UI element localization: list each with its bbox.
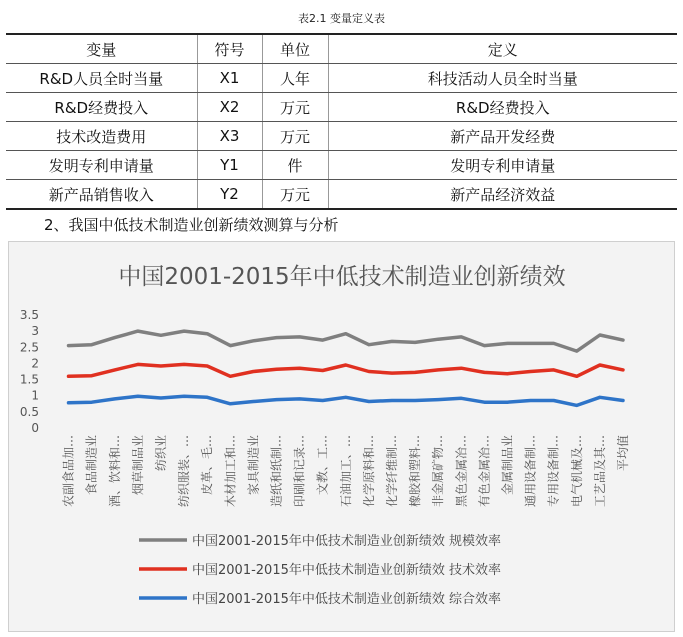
x-tick-label: 印刷和记录… (292, 435, 307, 508)
x-tick-label: 平均值 (615, 435, 630, 472)
x-tick-label: 家具制造业 (246, 435, 261, 496)
header-symbol: 符号 (197, 34, 262, 64)
table-row (6, 122, 677, 151)
header-variable: 变量 (6, 34, 197, 64)
cell-definition: 发明专利申请量 (328, 151, 677, 180)
cell-symbol: X1 (197, 64, 262, 93)
table-row (6, 93, 677, 122)
cell-variable: 新产品销售收入 (6, 180, 197, 210)
y-tick-label: 1 (31, 388, 39, 403)
x-tick-label: 金属制品业 (500, 435, 515, 496)
x-tick-label: 黑色金属冶… (454, 435, 469, 508)
cell-symbol: Y2 (197, 180, 262, 210)
legend-entry: 中国2001-2015年中低技术制造业创新绩效 综合效率 (192, 592, 501, 607)
line-chart (9, 242, 676, 633)
x-tick-label: 通用设备制… (523, 435, 538, 508)
chart-title: 中国2001-2015年中低技术制造业创新绩效 (118, 264, 566, 290)
table-row (6, 151, 677, 180)
x-tick-label: 非金属矿物… (431, 435, 446, 508)
legend-entry: 中国2001-2015年中低技术制造业创新绩效 规模效率 (192, 534, 501, 549)
y-tick-label: 2 (31, 356, 39, 371)
x-tick-label: 纺织业 (153, 435, 168, 472)
y-tick-label: 3 (31, 324, 39, 339)
table-row (6, 180, 677, 210)
cell-variable: R&D人员全时当量 (6, 64, 197, 93)
x-tick-label: 皮革、毛… (200, 435, 215, 496)
x-tick-label: 石油加工、… (338, 435, 353, 508)
cell-unit: 万元 (262, 180, 328, 210)
x-tick-label: 纺织服装、… (177, 435, 192, 508)
header-unit: 单位 (262, 34, 328, 64)
series-line-1 (69, 331, 624, 351)
x-tick-label: 化学纤维制… (384, 435, 399, 508)
table-header-row (6, 34, 677, 64)
cell-symbol: Y1 (197, 151, 262, 180)
x-tick-label: 电气机械及… (569, 435, 584, 508)
x-tick-label: 造纸和纸制… (269, 435, 284, 508)
y-tick-label: 0 (31, 421, 39, 435)
series-line-3 (69, 396, 624, 405)
x-tick-label: 有色金属冶… (477, 434, 492, 508)
chart-frame (8, 241, 675, 632)
x-tick-label: 木材加工和… (223, 435, 238, 508)
cell-definition: 新产品开发经费 (328, 122, 677, 151)
x-tick-label: 农副食品加… (61, 435, 76, 508)
cell-unit: 万元 (262, 93, 328, 122)
cell-variable: 技术改造费用 (6, 122, 197, 151)
cell-variable: 发明专利申请量 (6, 151, 197, 180)
header-definition: 定义 (328, 34, 677, 64)
series-line-2 (69, 364, 624, 376)
legend-entry: 中国2001-2015年中低技术制造业创新绩效 技术效率 (192, 563, 501, 578)
cell-definition: R&D经费投入 (328, 93, 677, 122)
cell-symbol: X3 (197, 122, 262, 151)
y-tick-label: 1.5 (19, 372, 39, 387)
x-tick-label: 橡胶和塑料… (408, 435, 423, 508)
y-tick-label: 3.5 (19, 307, 39, 322)
cell-unit: 万元 (262, 122, 328, 151)
x-tick-label: 专用设备制… (546, 435, 561, 508)
x-tick-label: 烟草制品业 (130, 435, 145, 496)
x-tick-label: 食品制造业 (84, 435, 99, 496)
section-heading: 2、我国中低技术制造业创新绩效测算与分析 (44, 216, 339, 234)
x-tick-label: 工艺品及其… (592, 435, 607, 508)
y-tick-label: 0.5 (19, 404, 39, 419)
y-tick-label: 2.5 (19, 340, 39, 355)
table-row (6, 64, 677, 93)
cell-unit: 件 (262, 151, 328, 180)
x-tick-label: 化学原料和… (361, 435, 376, 508)
table-caption: 表2.1 变量定义表 (298, 12, 385, 25)
cell-definition: 新产品经济效益 (328, 180, 677, 210)
cell-variable: R&D经费投入 (6, 93, 197, 122)
variable-definition-table (6, 33, 677, 210)
x-tick-label: 酒、饮料和… (107, 435, 122, 508)
cell-unit: 人年 (262, 64, 328, 93)
cell-symbol: X2 (197, 93, 262, 122)
cell-definition: 科技活动人员全时当量 (328, 64, 677, 93)
x-tick-label: 文教、工… (315, 435, 330, 496)
